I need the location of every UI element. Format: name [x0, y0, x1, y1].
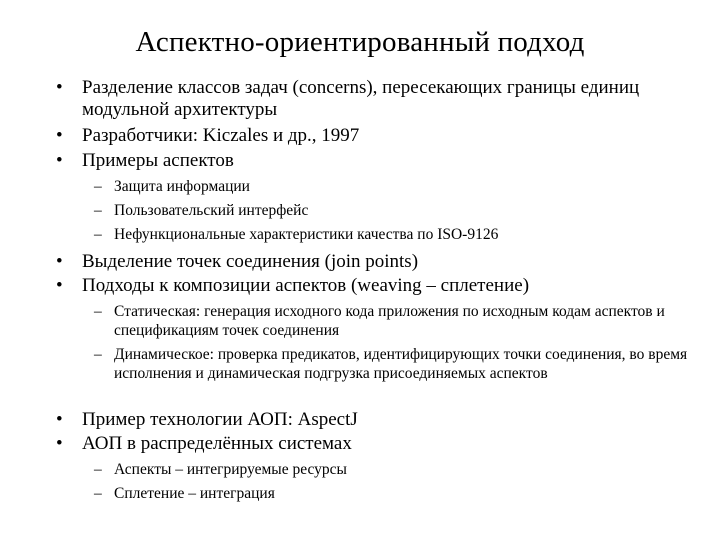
sub-bullet-marker: – [94, 461, 102, 478]
bullet-text: АОП в распределённых системах [82, 433, 352, 454]
sub-bullet-text: Статическая: генерация исходного кода приложения по исходным кодам аспектов и спецификациям точек соединения [114, 303, 665, 339]
bullet-item [56, 251, 696, 273]
bullet-marker: • [56, 251, 63, 272]
bullet-item [56, 409, 696, 431]
bullet-text: Разделение классов задач (concerns), пересекающих границы единиц модульной архитектуры [82, 77, 640, 120]
sub-bullet-item [94, 302, 694, 340]
sub-bullet-marker: – [94, 485, 102, 502]
bullet-item [56, 150, 696, 172]
bullet-text: Разработчики: Kiczales и др., 1997 [82, 125, 360, 146]
sub-bullet-marker: – [94, 226, 102, 243]
bullet-item [56, 77, 696, 121]
bullet-marker: • [56, 77, 63, 98]
bullet-item [56, 433, 696, 455]
sub-bullet-text: Нефункциональные характеристики качества по ISO-9126 [114, 226, 499, 243]
sub-bullet-item [94, 460, 694, 479]
sub-bullet-text: Защита информации [114, 178, 250, 195]
sub-bullet-marker: – [94, 346, 102, 363]
bullet-marker: • [56, 433, 63, 454]
sub-bullet-text: Динамическое: проверка предикатов, идентифицирующих точки соединения, во время исполнения и динамическая подгрузка присоединяемых аспектов [114, 346, 688, 382]
bullet-marker: • [56, 125, 63, 146]
sub-bullet-marker: – [94, 202, 102, 219]
bullet-item [56, 275, 696, 297]
sub-bullet-item [94, 225, 694, 244]
slide-title: Аспектно-ориентированный подход [135, 26, 585, 58]
sub-bullet-item [94, 177, 694, 196]
sub-bullet-item [94, 201, 694, 220]
sub-bullet-item [94, 484, 694, 503]
sub-bullet-marker: – [94, 303, 102, 320]
bullet-item [56, 125, 696, 147]
sub-bullet-text: Аспекты – интегрируемые ресурсы [114, 461, 347, 478]
sub-bullet-text: Сплетение – интеграция [114, 485, 275, 502]
sub-bullet-text: Пользовательский интерфейс [114, 202, 309, 219]
bullet-marker: • [56, 275, 63, 296]
bullet-marker: • [56, 150, 63, 171]
bullet-text: Подходы к композиции аспектов (weaving – сплетение) [82, 275, 530, 296]
bullet-text: Примеры аспектов [82, 150, 234, 171]
sub-bullet-item [94, 345, 694, 383]
bullet-text: Пример технологии АОП: AspectJ [82, 409, 358, 430]
bullet-marker: • [56, 409, 63, 430]
sub-bullet-marker: – [94, 178, 102, 195]
bullet-text: Выделение точек соединения (join points) [82, 251, 419, 272]
